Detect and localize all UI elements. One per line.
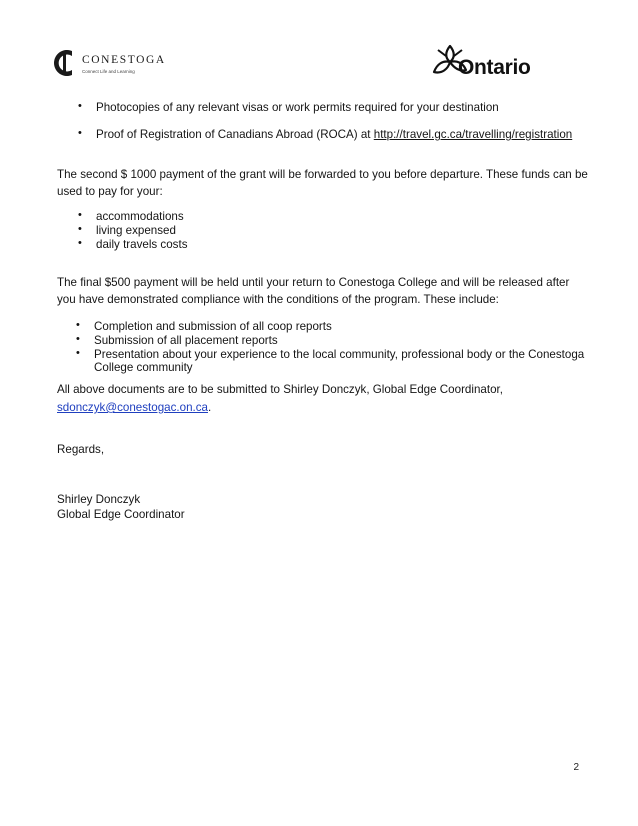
list-item: living expensed bbox=[96, 224, 176, 237]
bullet-icon: • bbox=[76, 333, 80, 345]
bullet-icon: • bbox=[78, 100, 82, 112]
roca-registration-link[interactable]: http://travel.gc.ca/travelling/registration bbox=[373, 128, 573, 141]
signature-title: Global Edge Coordinator bbox=[57, 508, 185, 521]
paragraph-line: The second $ 1000 payment of the grant will be forwarded to you before departure. These funds can be bbox=[57, 168, 588, 181]
bullet-icon: • bbox=[76, 319, 80, 331]
signature-name: Shirley Donczyk bbox=[57, 493, 141, 506]
page-header bbox=[0, 40, 638, 90]
paragraph-line: The final $500 payment will be held until your return to Conestoga College and will be released after bbox=[57, 276, 570, 289]
list-item: Submission of all placement reports bbox=[94, 334, 278, 347]
email-link[interactable]: sdonczyk@conestogac.on.ca bbox=[57, 401, 208, 414]
paragraph-line: used to pay for your: bbox=[57, 185, 163, 198]
conestoga-tagline: Connect Life and Learning bbox=[82, 69, 135, 74]
paragraph-line: All above documents are to be submitted to Shirley Donczyk, Global Edge Coordinator, bbox=[57, 383, 503, 396]
conestoga-wordmark: CONESTOGA bbox=[82, 54, 166, 66]
list-item bbox=[96, 128, 572, 141]
paragraph-line bbox=[57, 399, 211, 416]
list-item: Completion and submission of all coop reports bbox=[94, 320, 332, 333]
bullet-icon: • bbox=[78, 209, 82, 221]
ontario-wordmark: Ontario bbox=[458, 56, 531, 79]
list-item-text: Proof of Registration of Canadians Abroad (ROCA) at bbox=[96, 128, 374, 141]
closing-text: Regards, bbox=[57, 443, 105, 456]
bullet-icon: • bbox=[78, 237, 82, 249]
list-item: Photocopies of any relevant visas or work permits required for your destination bbox=[96, 101, 499, 114]
bullet-icon: • bbox=[78, 223, 82, 235]
email-suffix: . bbox=[207, 401, 212, 414]
page-number: 2 bbox=[573, 762, 579, 773]
conestoga-c-logo-icon bbox=[50, 46, 76, 80]
bullet-icon: • bbox=[78, 127, 82, 139]
list-item: daily travels costs bbox=[96, 238, 188, 251]
conestoga-logo bbox=[50, 44, 180, 84]
ontario-logo bbox=[430, 42, 550, 86]
paragraph-line: you have demonstrated compliance with the conditions of the program. These include: bbox=[57, 293, 499, 306]
list-item-continuation: College community bbox=[94, 361, 193, 374]
bullet-icon: • bbox=[76, 347, 80, 359]
list-item: Presentation about your experience to the local community, professional body or the Conestoga bbox=[94, 348, 585, 361]
list-item: accommodations bbox=[96, 210, 184, 223]
